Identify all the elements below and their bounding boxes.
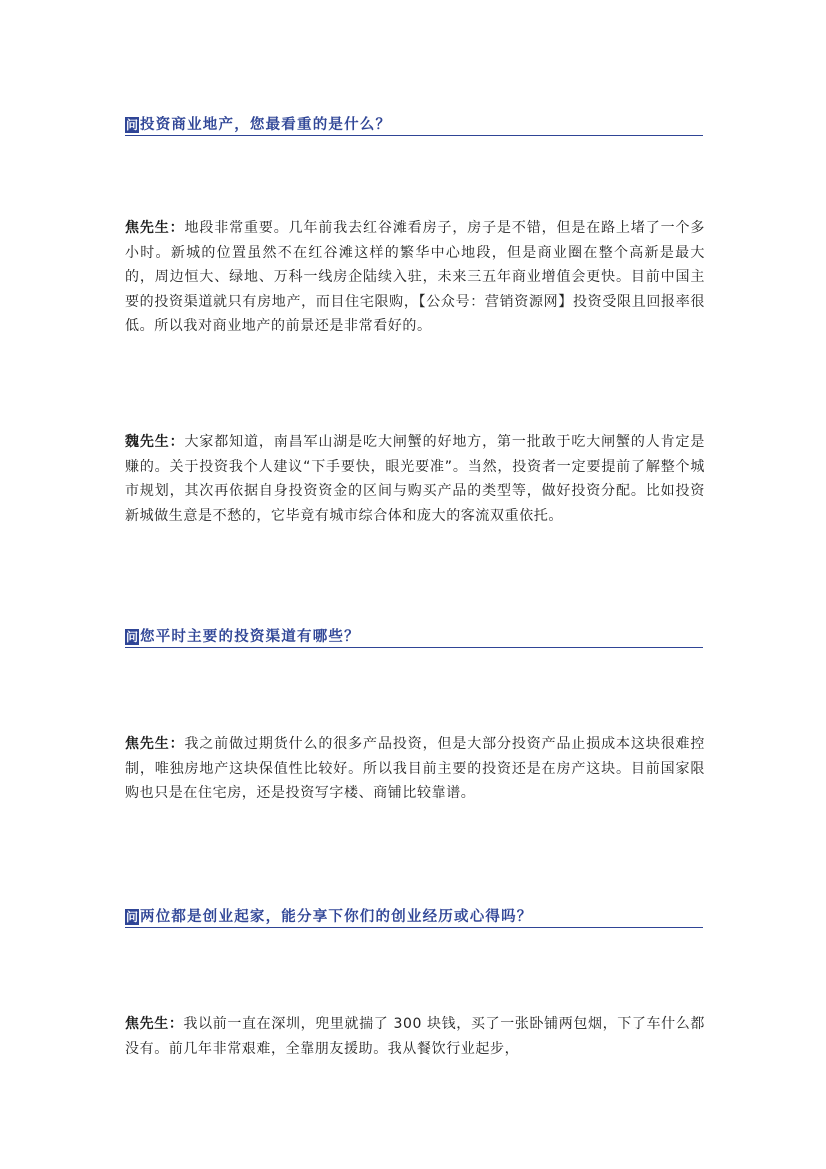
speaker-label: 魏先生： bbox=[125, 434, 185, 450]
answer-paragraph bbox=[125, 430, 705, 528]
answer-paragraph bbox=[125, 216, 705, 339]
speaker-label: 焦先生： bbox=[125, 220, 185, 236]
question-icon: 问 bbox=[125, 118, 138, 132]
answer-paragraph bbox=[125, 732, 705, 806]
question-heading-2 bbox=[125, 622, 703, 648]
question-icon: 问 bbox=[125, 630, 138, 644]
speaker-label: 焦先生： bbox=[125, 1016, 184, 1032]
answer-paragraph bbox=[125, 1012, 705, 1061]
question-text: 投资商业地产，您最看重的是什么？ bbox=[140, 117, 392, 133]
question-heading-3 bbox=[125, 902, 703, 928]
answer-text: 我之前做过期货什么的很多产品投资，但是大部分投资产品止损成本这块很难控制，唯独房地产这块保值性比较好。所以我目前主要的投资还是在房产这块。目前国家限购也只是在住宅房，还是投资写字楼、商铺比较靠谱。 bbox=[125, 736, 705, 801]
answer-text: 地段非常重要。几年前我去红谷滩看房子，房子是不错，但是在路上堵了一个多小时。新城的位置虽然不在红谷滩这样的繁华中心地段，但是商业圈在整个高新是最大的，周边恒大、绿地、万科一线房企陆续入驻，未来三五年商业增值会更快。目前中国主要的投资渠道就只有房地产，而目住宅限购，【公众号：营销资源网】投资受限且回报率很低。所以我对商业地产的前景还是非常看好的。 bbox=[125, 220, 705, 334]
speaker-label: 焦先生： bbox=[125, 736, 185, 752]
question-heading-1 bbox=[125, 110, 703, 136]
answer-text: 我以前一直在深圳，兜里就揣了 300 块钱，买了一张卧铺两包烟，下了车什么都没有。前几年非常艰难，全靠朋友援助。我从餐饮行业起步， bbox=[125, 1016, 705, 1057]
question-text: 您平时主要的投资渠道有哪些？ bbox=[140, 629, 360, 645]
answer-text: 大家都知道，南昌军山湖是吃大闸蟹的好地方，第一批敢于吃大闸蟹的人肯定是赚的。关于投资我个人建议“下手要快，眼光要准”。当然，投资者一定要提前了解整个城市规划，其次再依据自身投资资金的区间与购买产品的类型等，做好投资分配。比如投资新城做生意是不愁的，它毕竟有城市综合体和庞大的客流双重依托。 bbox=[125, 434, 705, 524]
question-icon: 问 bbox=[125, 910, 138, 924]
question-text: 两位都是创业起家，能分享下你们的创业经历或心得吗？ bbox=[140, 909, 533, 925]
